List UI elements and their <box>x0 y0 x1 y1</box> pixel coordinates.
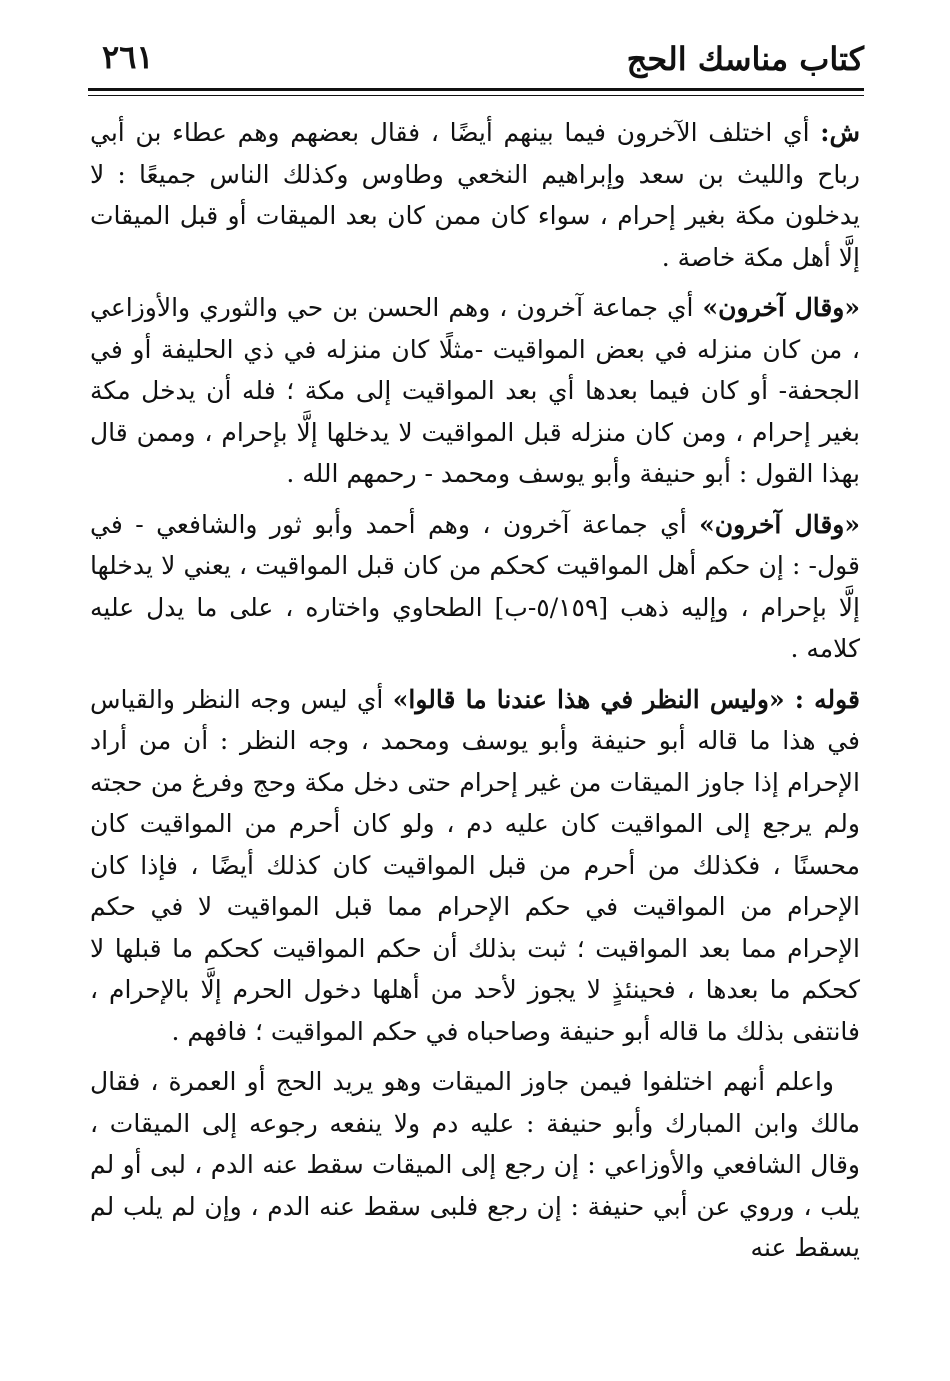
paragraph <box>90 679 860 1053</box>
paragraph-lead: قوله : «وليس النظر في هذا عندنا ما قالوا» <box>392 684 860 714</box>
paragraph <box>90 287 860 495</box>
paragraph-text: أي جماعة آخرون ، وهم أحمد وأبو ثور والشافعي - في قول- : إن حكم أهل المواقيت كحكم من كان قبل المواقيت ، يعني لا يدخلها إلَّا بإحرام ، وإليه ذهب [٥/١٥٩-ب] الطحاوي واختاره ، على ما يدل عليه كلامه . <box>90 509 860 663</box>
paragraph <box>90 1061 860 1269</box>
paragraph-text: أي اختلف الآخرون فيما بينهم أيضًا ، فقال بعضهم وهم عطاء بن أبي رباح والليث بن سعد وإبراهيم النخعي وطاوس وكذلك الناس جميعًا : لا يدخلون مكة بغير إحرام ، سواء كان ممن كان بعد الميقات أو قبل الميقات إلَّا أهل مكة خاصة . <box>90 118 860 272</box>
paragraph <box>90 504 860 670</box>
paragraph <box>90 112 860 278</box>
book-title: كتاب مناسك الحج <box>626 40 864 78</box>
paragraph-text: أي ليس وجه النظر والقياس في هذا ما قاله أبو حنيفة وأبو يوسف ومحمد ، وجه النظر : أن من أراد الإحرام إذا جاوز الميقات من غير إحرام حتى دخل مكة وحج وفرغ من حجته ولم يرجع إلى المواقيت كان عليه دم ، ولو كان أحرم من المواقيت كان محسنًا ، فكذلك من أحرم من قبل المواقيت كان كذلك أيضًا ، فإذا كان الإحرام من المواقيت في حكم الإحرام مما قبل المواقيت لا في حكم الإحرام مما بعد المواقيت ؛ ثبت بذلك أن حكم المواقيت كحكم ما قبلها لا كحكم ما بعدها ، فحينئذٍ لا يجوز لأحد من أهلها دخول الحرم إلَّا بالإحرام ، فانتفى بذلك ما قاله أبو حنيفة وصاحباه في حكم المواقيت ؛ فافهم . <box>90 684 860 1046</box>
page-header <box>88 30 864 91</box>
paragraph-text: أي جماعة آخرون ، وهم الحسن بن حي والثوري والأوزاعي ، من كان منزله في بعض المواقيت -مثلًا كان منزله في ذي الحليفة أو في الجحفة- أو كان فيما بعدها أي بعد المواقيت إلى مكة ؛ فله أن يدخل مكة بغير إحرام ، ومن كان منزله قبل المواقيت لا يدخلها إلَّا بإحرام ، وممن قال بهذا القول : أبو حنيفة وأبو يوسف ومحمد - رحمهم الله . <box>90 293 860 488</box>
paragraph-lead: «وقال آخرون» <box>702 293 860 322</box>
page-number: ٢٦١ <box>102 38 154 76</box>
paragraph-lead: «وقال آخرون» <box>699 509 860 539</box>
paragraph-text: واعلم أنهم اختلفوا فيمن جاوز الميقات وهو يريد الحج أو العمرة ، فقال مالك وابن المبارك وأبو حنيفة : عليه دم ولا ينفعه رجوعه إلى الميقات ، وقال الشافعي والأوزاعي : إن رجع إلى الميقات سقط عنه الدم ، لبى أو لم يلب ، وروي عن أبي حنيفة : إن رجع فلبى سقط عنه الدم ، وإن لم يلب لم يسقط عنه <box>90 1067 860 1262</box>
body-text <box>90 112 860 1278</box>
paragraph-lead: ش: <box>820 118 860 147</box>
